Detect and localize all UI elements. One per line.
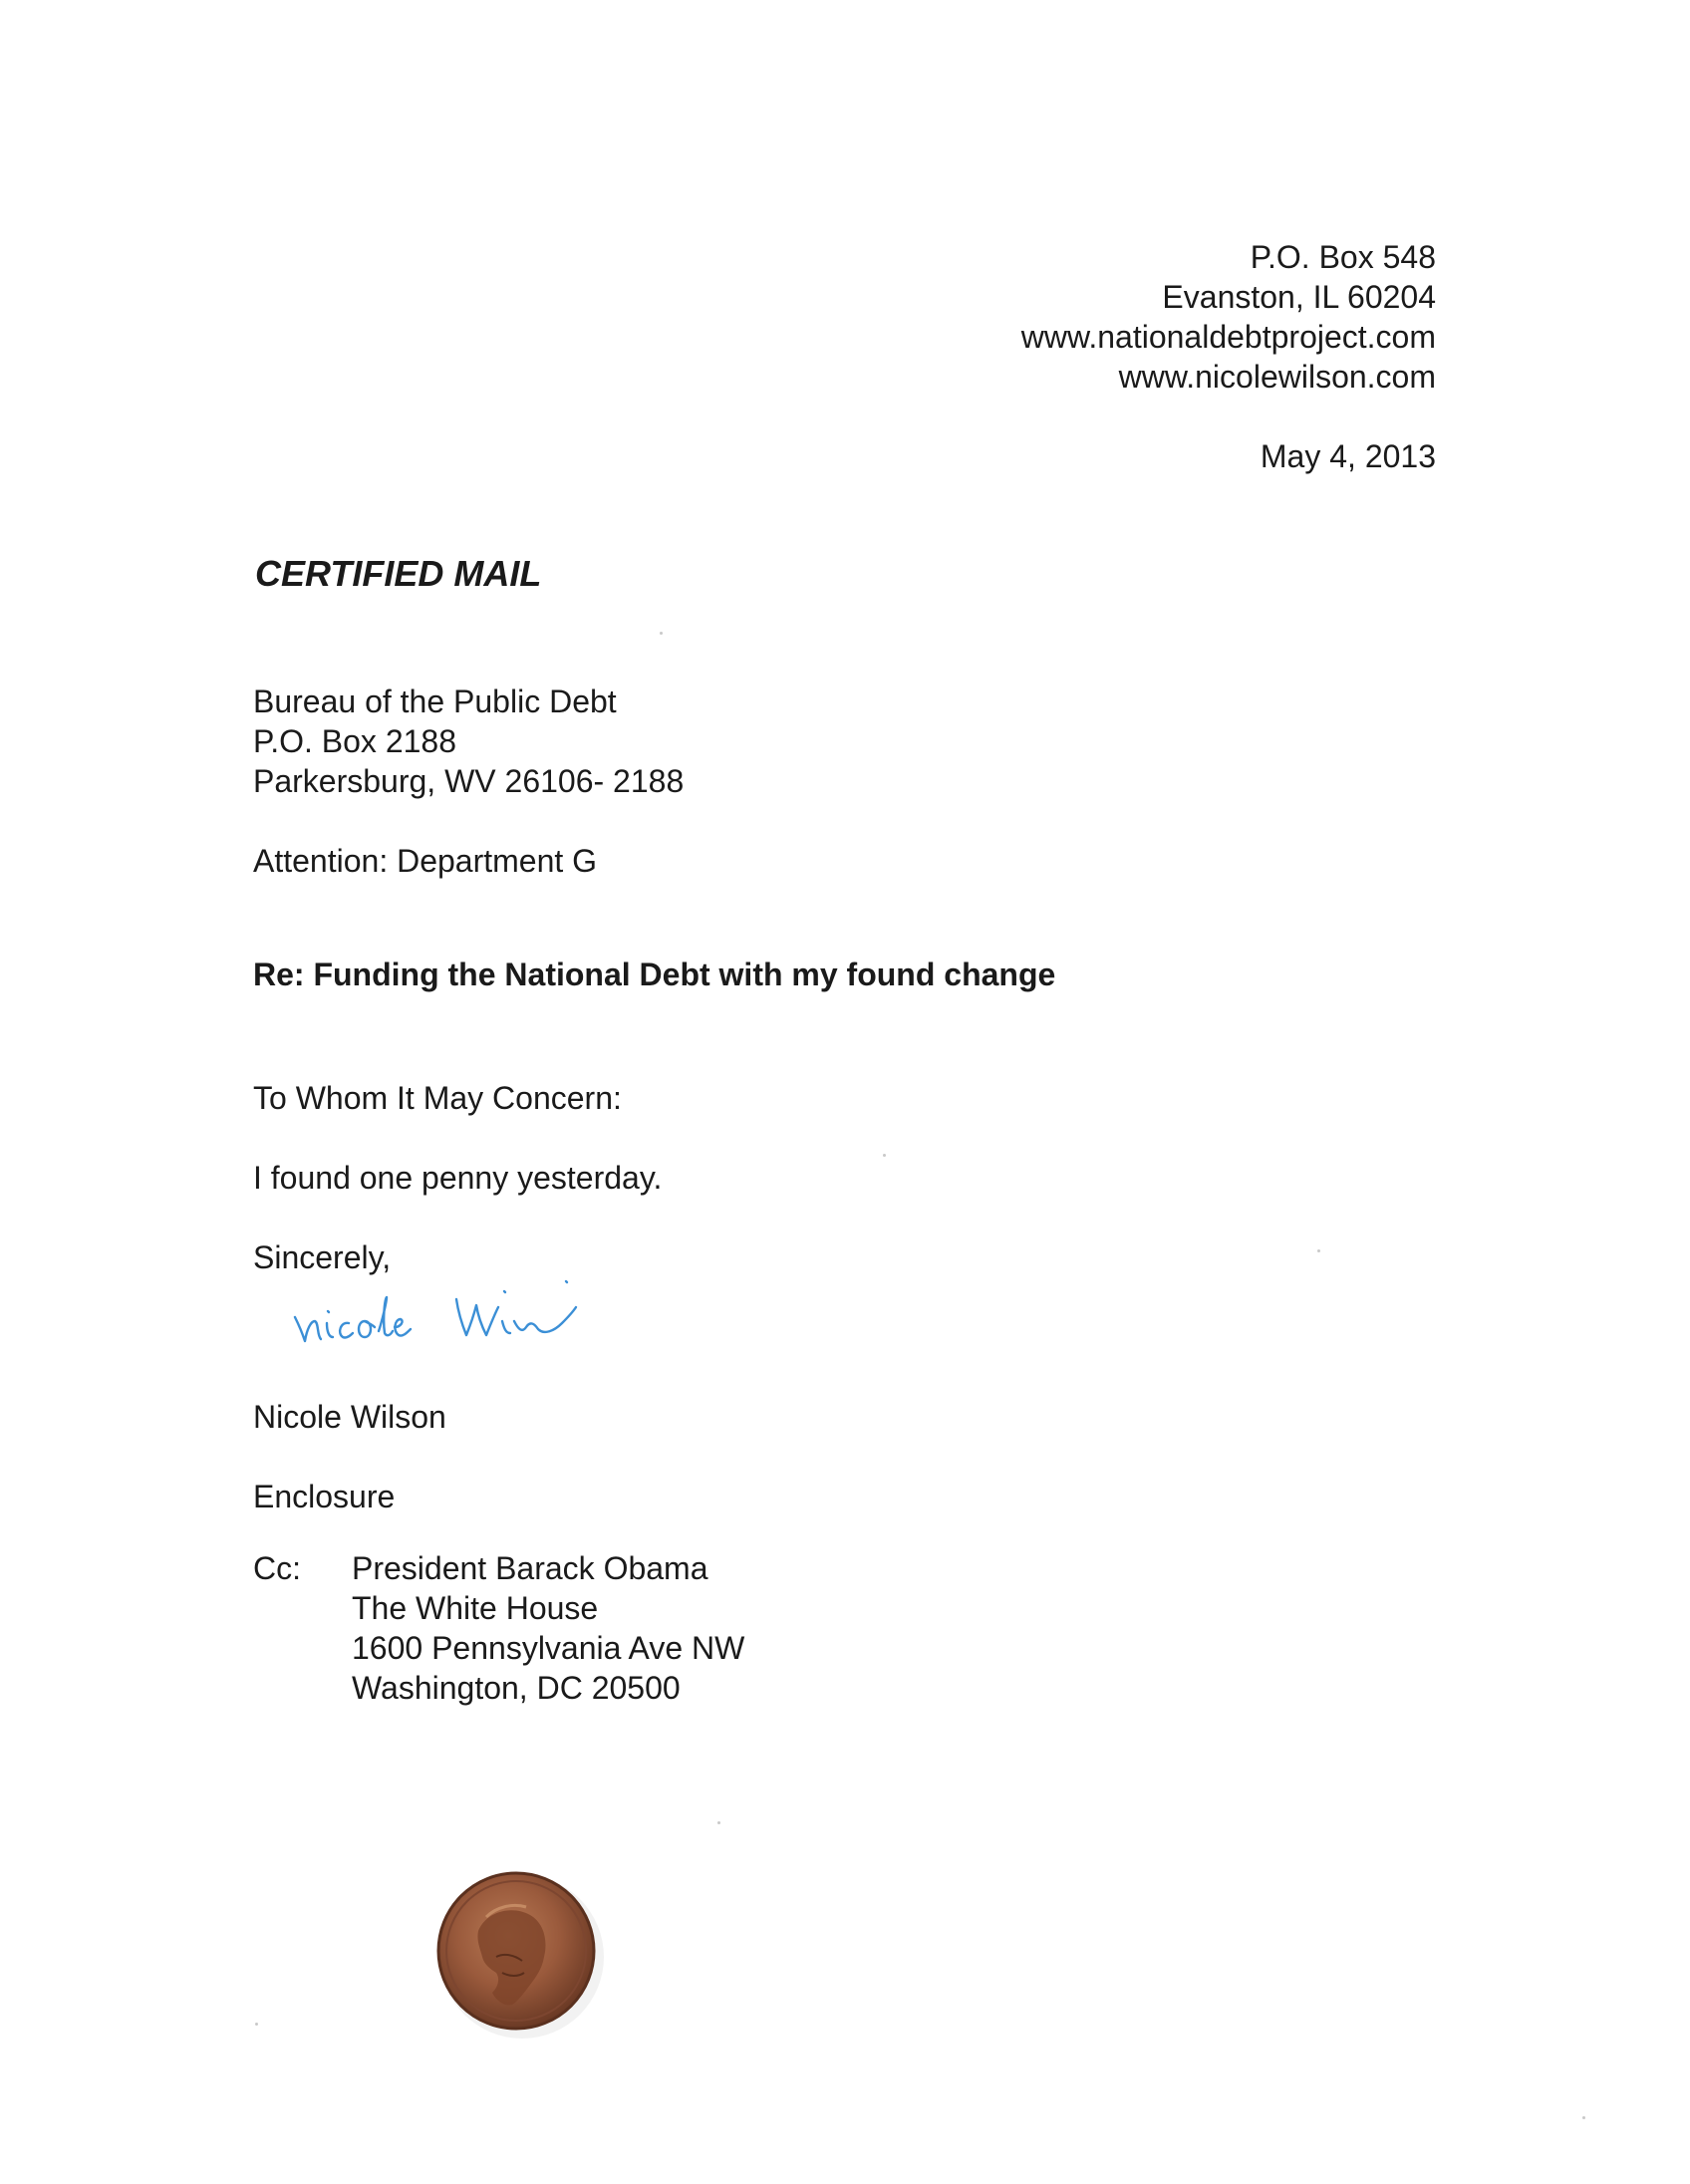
enclosure-note: Enclosure: [253, 1479, 396, 1514]
recipient-attention: Attention: Department G: [253, 843, 598, 879]
sender-city-state-zip: Evanston, IL 60204: [1162, 279, 1436, 315]
recipient-po-box: P.O. Box 2188: [253, 723, 456, 759]
cc-line: The White House: [352, 1590, 599, 1626]
cc-address-block: [352, 1548, 744, 1708]
cc-line: Washington, DC 20500: [352, 1670, 681, 1706]
certified-mail-heading: CERTIFIED MAIL: [255, 553, 542, 594]
cc-line: President Barack Obama: [352, 1550, 708, 1586]
signature-name: Nicole Wilson: [253, 1399, 446, 1435]
body-text: I found one penny yesterday.: [253, 1160, 663, 1196]
cc-label: Cc:: [253, 1550, 301, 1586]
sender-website-1: www.nationaldebtproject.com: [1020, 319, 1436, 355]
letter-date: May 4, 2013: [1260, 438, 1436, 474]
recipient-city-state-zip: Parkersburg, WV 26106- 2188: [253, 763, 685, 799]
handwritten-signature-icon: [287, 1265, 626, 1365]
cc-line: 1600 Pennsylvania Ave NW: [352, 1630, 745, 1666]
recipient-name: Bureau of the Public Debt: [253, 683, 617, 719]
subject-line: Re: Funding the National Debt with my found change: [253, 956, 1056, 992]
sender-po-box: P.O. Box 548: [1250, 239, 1436, 275]
sender-website-2: www.nicolewilson.com: [1118, 359, 1436, 395]
closing: Sincerely,: [253, 1239, 392, 1275]
salutation: To Whom It May Concern:: [253, 1080, 622, 1116]
penny-coin-icon: [426, 1861, 610, 2045]
